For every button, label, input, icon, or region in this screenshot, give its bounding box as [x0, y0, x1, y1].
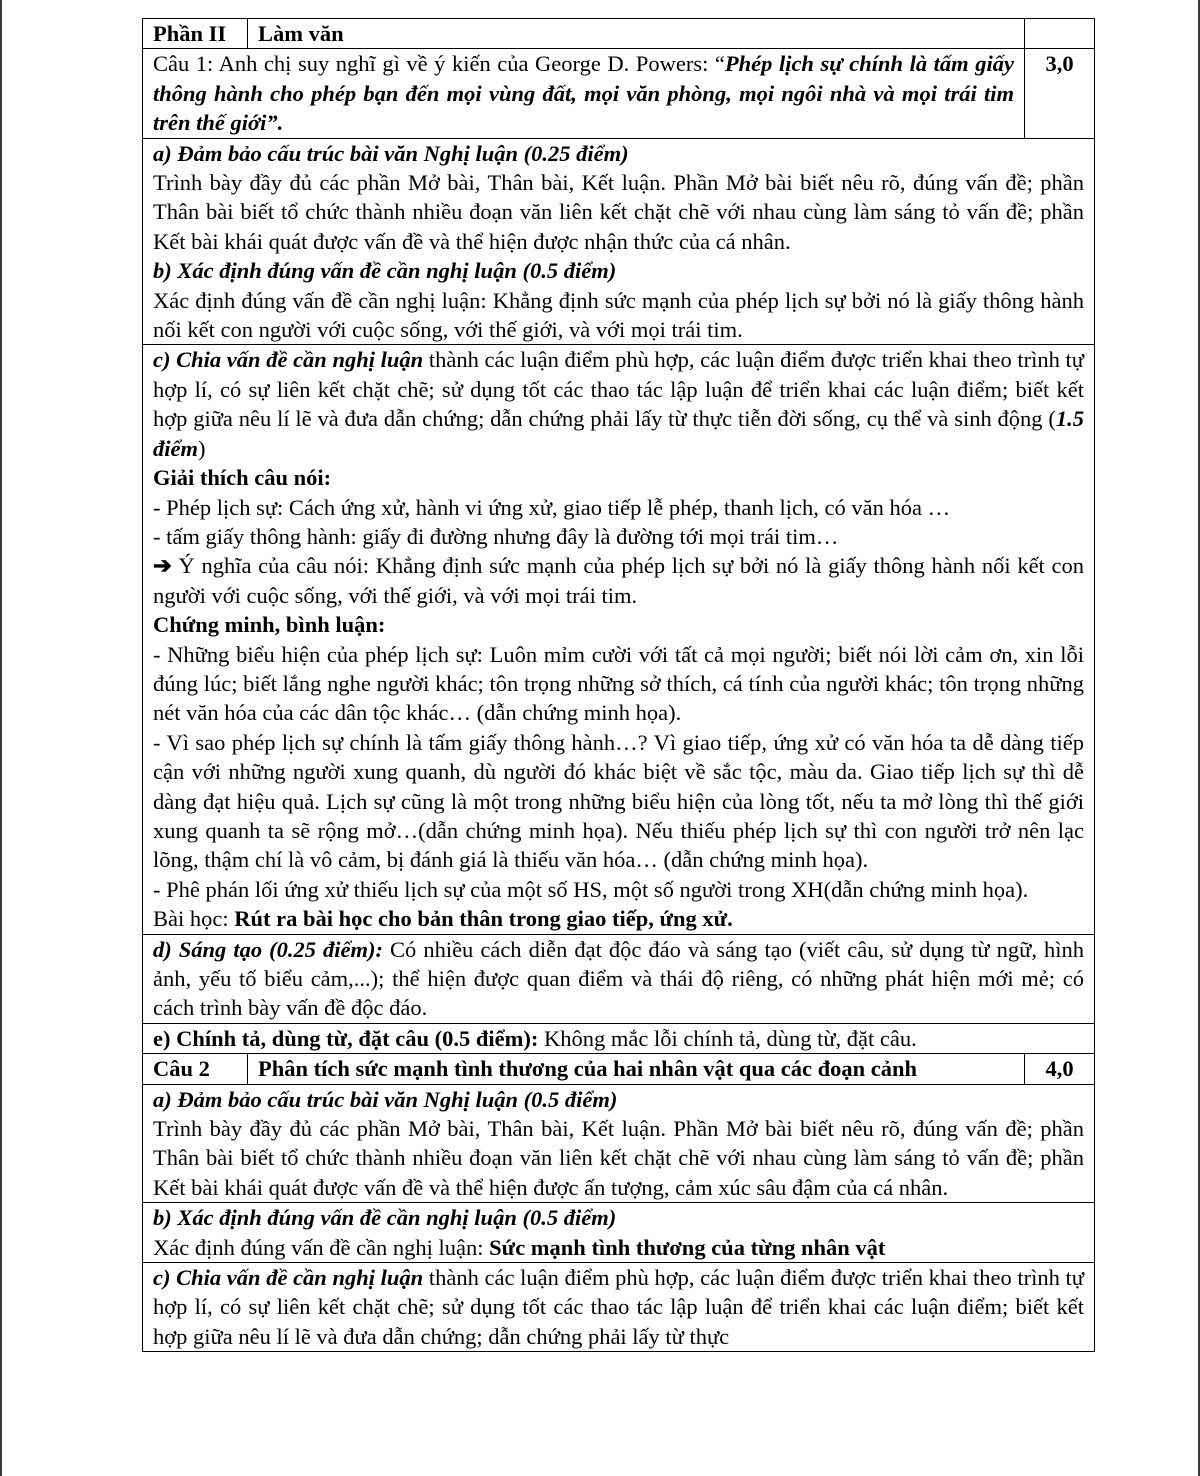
q1-prompt-quote: Phép lịch sự chính là tấm giấy thông hành cho phép bạn đến mọi vùng đất, mọi văn phòng, mọi ngôi nhà và mọi trái tim trên thế giới”. — [153, 51, 1014, 136]
q1-prompt-plain: Câu 1: Anh chị suy nghĩ gì về ý kiến của George D. Powers: “ — [153, 51, 725, 77]
q2-a-text: Trình bày đầy đủ các phần Mở bài, Thân bài, Kết luận. Phần Mở bài biết nêu rõ, đúng vấn đề; phần Thân bài biết tổ chức thành nhiều đoạn văn liên kết chặt chẽ với nhau cùng làm sáng tỏ vấn đề; phần Kết bài khái quát được vấn đề và thể hiện được ấn tượng, cảm xúc sâu đậm của cá nhân. — [153, 1116, 1084, 1200]
q2-header-row — [143, 1054, 1095, 1084]
q1-d-heading: d) Sáng tạo (0.25 điểm): — [153, 936, 383, 962]
q1-lesson — [153, 904, 1084, 933]
q1-e-heading: e) Chính tả, dùng từ, đặt câu (0.5 điểm): — [153, 1025, 539, 1051]
q1-prompt — [143, 49, 1025, 138]
q1-d-text: Có nhiều cách diễn đạt độc đáo và sáng tạo (viết câu, sử dụng từ ngữ, hình ảnh, yếu tố biểu cảm,...); thể hiện được quan điểm và thái độ riêng, có những phát hiện mới mẻ; có cách trình bày vấn đề độc đáo. — [153, 936, 1084, 1021]
q2-a-cell — [143, 1084, 1095, 1203]
q1-ab-cell — [143, 138, 1095, 345]
q1-e-text: Không mắc lỗi chính tả, dùng từ, đặt câu. — [538, 1025, 917, 1051]
q2-b-text-plain: Xác định đúng vấn đề cần nghị luận: — [153, 1234, 490, 1260]
q2-title: Phân tích sức mạnh tình thương của hai nhân vật qua các đoạn cảnh — [248, 1054, 1025, 1084]
q2-c-text: thành các luận điểm phù hợp, các luận điểm được triển khai theo trình tự hợp lí, có sự liên kết chặt chẽ; sử dụng tốt các thao tác lập luận để triển khai các luận điểm; biết kết hợp giữa nêu lí lẽ và đưa dẫn chứng; dẫn chứng phải lấy từ thực — [153, 1265, 1084, 1349]
part2-score-cell — [1025, 19, 1095, 49]
q2-a-row — [143, 1084, 1095, 1203]
q1-c-text: thành các luận điểm phù hợp, các luận điểm được triển khai theo trình tự hợp lí, có sự liên kết chặt chẽ; sử dụng tốt các thao tác lập luận để triển khai các luận điểm; biết kết hợp giữa nêu lí lẽ và đưa dẫn chứng; dẫn chứng phải lấy từ thực tiễn đời sống, cụ thể và sinh động ( — [153, 347, 1084, 432]
q1-explain-1: - Phép lịch sự: Cách ứng xử, hành vi ứng xử, giao tiếp lễ phép, thanh lịch, có văn hóa … — [153, 494, 951, 520]
grading-table — [142, 18, 1095, 1352]
part2-label: Phần II — [143, 19, 248, 49]
q1-prove-2: - Vì sao phép lịch sự chính là tấm giấy thông hành…? Vì giao tiếp, ứng xử có văn hóa ta dễ dàng tiếp cận với những người xung quanh, dù người đó khác biệt về sắc tộc, màu da. Giao tiếp lịch sự thì dễ dàng đạt hiệu quả. Lịch sự cũng là một trong những biểu hiện của lòng tốt, nếu ta mở lòng thì thế giới xung quanh ta sẽ rộng mở…(dẫn chứng minh họa). Nếu thiếu phép lịch sự thì con người trở nên lạc lõng, thậm chí là vô cảm, bị đánh giá là thiếu văn hóa… (dẫn chứng minh họa). — [153, 729, 1084, 873]
q1-meaning-text: Ý nghĩa của câu nói: Khẳng định sức mạnh của phép lịch sự bởi nó là giấy thông hành nối kết con người với cuộc sống, với thế giới, và với mọi trái tim. — [153, 553, 1084, 608]
q1-e-row — [143, 1023, 1095, 1053]
q1-prove-1: - Những biểu hiện của phép lịch sự: Luôn mỉm cười với tất cả mọi người; biết nói lời cảm ơn, xin lỗi đúng lúc; biết lắng nghe người khác; tôn trọng những sở thích, cá tính của người khác; tôn trọng những nét văn hóa của các dân tộc khác… (dẫn chứng minh họa). — [153, 641, 1084, 726]
q1-ab-row — [143, 138, 1095, 345]
q1-explain-heading: Giải thích câu nói: — [153, 465, 332, 491]
q1-b-text: Xác định đúng vấn đề cần nghị luận: Khẳng định sức mạnh của phép lịch sự bởi nó là giấy thông hành nối kết con người với cuộc sống, với thế giới, và với mọi trái tim. — [153, 287, 1084, 343]
q2-c-heading: c) Chia vấn đề cần nghị luận — [153, 1265, 424, 1291]
q1-prompt-row — [143, 49, 1095, 138]
q1-c-row — [143, 345, 1095, 934]
q2-c-row — [143, 1263, 1095, 1352]
q2-score: 4,0 — [1025, 1054, 1095, 1084]
page-edge-left — [0, 0, 2, 1476]
q2-b-cell — [143, 1203, 1095, 1263]
q1-e-cell — [143, 1023, 1095, 1053]
q1-c-score: 1.5 điểm — [153, 406, 1084, 461]
q1-explain-2: - tấm giấy thông hành: giấy đi đường nhưng đây là đường tới mọi trái tim… — [153, 523, 839, 549]
arrow-right-icon: ➔ — [153, 553, 172, 579]
q2-a-heading: a) Đảm bảo cấu trúc bài văn Nghị luận (0.5 điểm) — [153, 1086, 618, 1112]
q1-a-heading: a) Đảm bảo cấu trúc bài văn Nghị luận (0.25 điểm) — [153, 140, 629, 166]
q2-b-text-bold: Sức mạnh tình thương của từng nhân vật — [489, 1234, 886, 1260]
q2-b-row — [143, 1203, 1095, 1263]
part2-header-row — [143, 19, 1095, 49]
q2-label: Câu 2 — [143, 1054, 248, 1084]
q1-meaning — [153, 551, 1084, 610]
q1-prove-3: - Phê phán lối ứng xử thiếu lịch sự của một số HS, một số người trong XH(dẫn chứng minh họa). — [153, 876, 1029, 902]
q1-b-heading: b) Xác định đúng vấn đề cần nghị luận (0.5 điểm) — [153, 258, 617, 284]
q1-d-row — [143, 934, 1095, 1023]
q1-c-cell — [143, 345, 1095, 934]
q1-d-cell — [143, 934, 1095, 1023]
q2-b-text — [153, 1233, 1084, 1262]
q1-lesson-label: Bài học: — [153, 906, 235, 932]
q2-b-heading: b) Xác định đúng vấn đề cần nghị luận (0.5 điểm) — [153, 1205, 617, 1231]
part2-title: Làm văn — [248, 19, 1025, 49]
q1-a-text: Trình bày đầy đủ các phần Mở bài, Thân bài, Kết luận. Phần Mở bài biết nêu rõ, đúng vấn đề; phần Thân bài biết tổ chức thành nhiều đoạn văn liên kết chặt chẽ với nhau cùng làm sáng tỏ vấn đề; phần Kết bài khái quát được vấn đề và thể hiện được nhận thức của cá nhân. — [153, 170, 1084, 254]
q1-lesson-text: Rút ra bài học cho bản thân trong giao tiếp, ứng xử. — [234, 906, 733, 932]
q1-c-intro — [153, 345, 1084, 463]
q1-score: 3,0 — [1025, 49, 1095, 138]
q1-c-close: ) — [198, 435, 206, 461]
q1-c-heading: c) Chia vấn đề cần nghị luận — [153, 347, 424, 373]
q2-c-cell — [143, 1263, 1095, 1352]
q1-prove-heading: Chứng minh, bình luận: — [153, 612, 386, 638]
